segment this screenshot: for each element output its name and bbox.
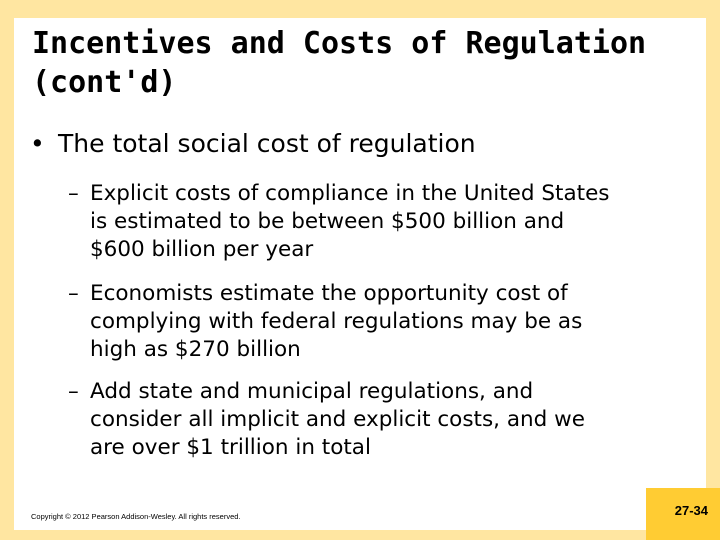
page-number: 27-34 (674, 503, 708, 518)
sub-bullet-text (90, 378, 585, 462)
bullet-dot-icon: • (30, 129, 45, 158)
sub-bullet-line: is estimated to be between $500 billion and (90, 209, 565, 234)
title-line-1: Incentives and Costs of Regulation (32, 26, 647, 61)
sub-bullet-line: complying with federal regulations may be as (90, 309, 583, 334)
sub-bullet-line: are over $1 trillion in total (90, 435, 371, 460)
page-number-box (646, 488, 720, 540)
sub-bullet-line: $600 billion per year (90, 237, 314, 262)
copyright-notice: Copyright © 2012 Pearson Addison-Wesley. All rights reserved. (31, 512, 241, 521)
sub-bullet-line: consider all implicit and explicit costs, and we (90, 407, 585, 432)
sub-bullet-line: Economists estimate the opportunity cost of (90, 281, 568, 306)
main-bullet (30, 128, 476, 160)
dash-icon: – (68, 379, 79, 404)
main-bullet-text: The total social cost of regulation (58, 129, 476, 158)
sub-bullet-line: Add state and municipal regulations, and (90, 379, 534, 404)
slide-title (32, 24, 672, 102)
sub-bullet-line: Explicit costs of compliance in the United States (90, 181, 610, 206)
title-line-2: (cont'd) (32, 65, 177, 100)
dash-icon: – (68, 181, 79, 206)
sub-bullet-line: high as $270 billion (90, 337, 301, 362)
sub-bullet-text (90, 280, 582, 364)
sub-bullet-text (90, 180, 610, 264)
dash-icon: – (68, 281, 79, 306)
